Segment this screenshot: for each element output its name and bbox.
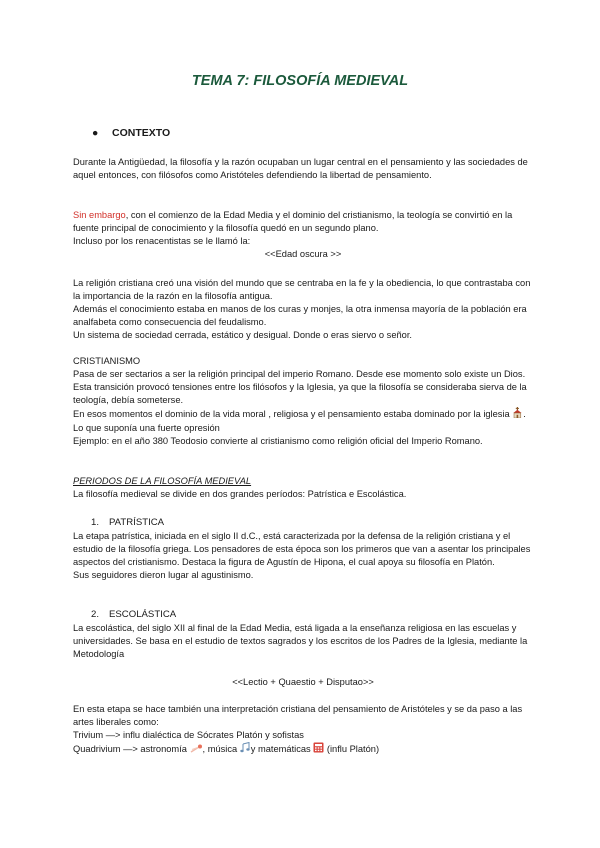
cristianismo-heading: CRISTIANISMO xyxy=(73,356,141,366)
trivium-line: Trivium —> influ dialéctica de Sócrates Platón y sofistas xyxy=(73,730,304,740)
escolastica-body: La escolástica, del siglo XII al final de la Edad Media, está ligada a la enseñanza religiosa en las escuelas y universidades. Se basa en el estudio de textos sagrados y los escritos de los Padres de la Iglesia, mediante la Metodología xyxy=(73,623,528,659)
periodos-heading: PERIODOS DE LA FILOSOFÍA MEDIEVAL xyxy=(73,476,252,486)
contexto-paragraph-2: Sin embargo, con el comienzo de la Edad Media y el dominio del cristianismo, la teología se convirtió en la fuente principal de conocimiento y la filosofía quedó en un segundo plano. Incluso por los renacentistas se le llamó la: <<Edad oscura >> xyxy=(73,209,533,261)
quadrivium-line: Quadrivium —> astronomía , música y matemáticas (influ Platón) xyxy=(73,742,533,757)
periodos-section: PERIODOS DE LA FILOSOFÍA MEDIEVAL La filosofía medieval se divide en dos grandes períodos: Patrística e Escolástica. xyxy=(73,475,533,501)
church-icon xyxy=(512,407,523,422)
patristica-body: La etapa patrística, iniciada en el siglo II d.C., está caracterizada por la defensa de la religión cristiana y el estudio de la filosofía griega. Los pensadores de esta época son los primeros que van a asentar los principales aspectos del cristianismo. Destaca la figura de Agustín de Hipona, el cual apoya su filosofía en Platón. Sus seguidores dieron lugar al agustinismo. xyxy=(73,531,531,580)
contexto-paragraph-1: Durante la Antigüedad, la filosofía y la razón ocupaban un lugar central en el pensamiento y las sociedades de aquel entonces, con filósofos como Aristóteles defendiendo la libertad de pensamiento. xyxy=(73,157,528,180)
cristianismo-section: CRISTIANISMO Pasa de ser sectarios a ser la religión principal del imperio Romano. Desde ese momento solo existe un Dios. Esta transición provocó tensiones entre los filósofos y la Iglesia, ya que la filosofía se consideraba sierva de la teología, debía someterse. En esos momentos el dominio de la vida moral , religiosa y el pensamiento estaba dominado por la iglesia . Lo que suponía una fuerte opresión Ejemplo: en el año 380 Teodosio convierte al cristianismo como religión oficial del Imperio Romano. xyxy=(73,355,533,448)
comet-icon xyxy=(190,744,203,757)
edad-oscura-quote: <<Edad oscura >> xyxy=(264,249,342,259)
bullet-icon: ● xyxy=(92,127,99,139)
lectio-quote: <<Lectio + Quaestio + Disputao>> xyxy=(232,677,374,687)
page-title: TEMA 7: FILOSOFÍA MEDIEVAL xyxy=(191,73,409,89)
escolastica-heading: 2. ESCOLÁSTICA xyxy=(91,609,177,620)
calculator-icon xyxy=(313,742,324,757)
music-notes-icon xyxy=(240,742,251,757)
patristica-heading: 1. PATRÍSTICA xyxy=(91,517,165,528)
sin-embargo-highlight: Sin embargo xyxy=(73,210,126,220)
contexto-heading-label: CONTEXTO xyxy=(112,127,171,139)
contexto-paragraph-3: La religión cristiana creó una visión del mundo que se centraba en la fe y la obediencia, lo que contrastaba con la importancia de la razón en la filosofía antigua. Además el conocimiento estaba en manos de los curas y monjes, la otra inmensa mayoría de la población era analfabeta como consecuencia del feudalismo. Un sistema de sociedad cerrada, estático y desigual. Donde o eras siervo o señor. xyxy=(73,278,531,340)
artes-liberales: En esta etapa se hace también una interpretación cristiana del pensamiento de Aristóteles y se da paso a las artes liberales como: Trivium —> influ dialéctica de Sócrates Platón y sofistas Quadrivium —> astronomía , música y matemáticas (influ Platón) xyxy=(73,703,533,757)
contexto-heading xyxy=(92,127,170,139)
